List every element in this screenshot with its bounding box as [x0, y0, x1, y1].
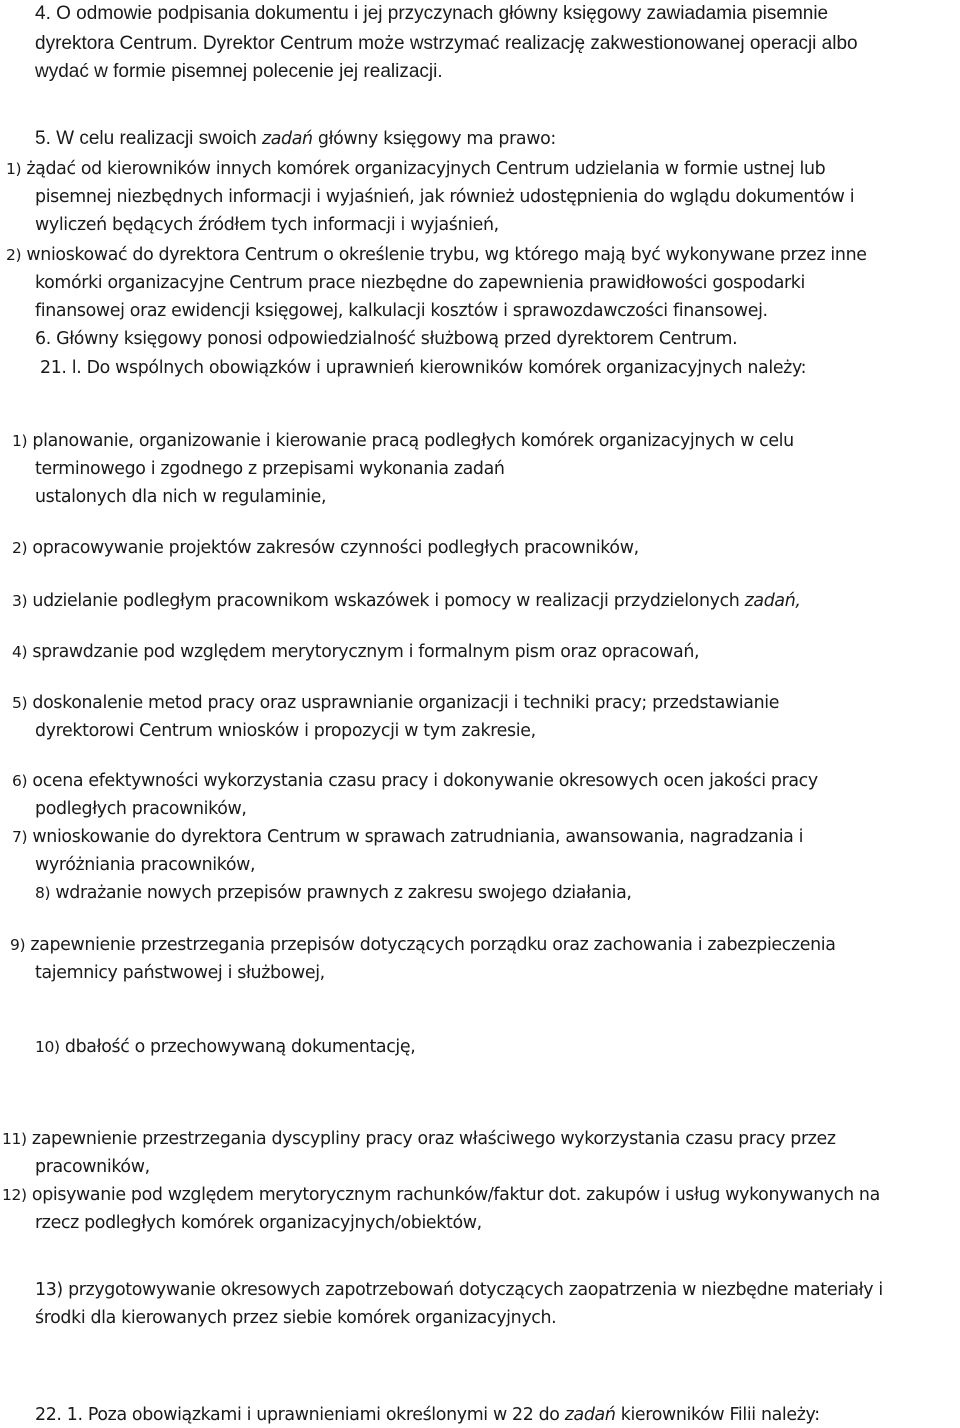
para4-line1: 4. O odmowie podpisania dokumentu i jej przyczynach główny księgowy zawiadamia pisemnie — [35, 3, 829, 24]
section21-item5-line1 — [12, 692, 779, 714]
section21-item1-line3: ustalonych dla nich w regulaminie, — [35, 487, 327, 507]
section21-item9-text: zapewnienie przestrzegania przepisów dotyczących porządku oraz zachowania i zabezpieczenia — [30, 935, 836, 955]
para5-lead-italic: zadań — [261, 129, 313, 149]
para5-item1-number: 1) — [6, 160, 22, 178]
section21-item1-number: 1) — [12, 432, 28, 450]
section21-item4-text: sprawdzanie pod względem merytorycznym i formalnym pism oraz opracowań, — [32, 642, 700, 662]
section21-item2-text: opracowywanie projektów zakresów czynności podległych pracowników, — [32, 538, 639, 558]
para5-item2-line3: finansowej oraz ewidencji księgowej, kalkulacji kosztów i sprawozdawczości finansowej. — [35, 301, 768, 321]
section21-item12-line1 — [2, 1184, 880, 1206]
section21-item13-text: przygotowywanie okresowych zapotrzebowań dotyczących zaopatrzenia w niezbędne materiały i — [68, 1280, 883, 1300]
section21-item11-line2: pracowników, — [35, 1157, 150, 1177]
section21-text: Do wspólnych obowiązków i uprawnień kierowników komórek organizacyjnych należy: — [86, 358, 807, 378]
section21-item1-line2: terminowego i zgodnego z przepisami wykonania zadań — [35, 459, 505, 479]
para5-item2-text: wnioskować do dyrektora Centrum o określenie trybu, wg którego mają być wykonywane przez inne — [26, 245, 867, 265]
section21-item13-line2: środki dla kierowanych przez siebie komórek organizacyjnych. — [35, 1308, 557, 1328]
section21-item2-number: 2) — [12, 539, 28, 557]
section21-heading — [40, 357, 806, 379]
section21-item8-text: wdrażanie nowych przepisów prawnych z zakresu swojego działania, — [55, 883, 632, 903]
section21-item7-number: 7) — [12, 828, 28, 846]
section21-item13-line1 — [35, 1279, 883, 1301]
section21-item10-number: 10) — [35, 1038, 60, 1056]
section21-item9-line2: tajemnicy państwowej i służbowej, — [35, 963, 325, 983]
para5-item2-line1 — [6, 244, 867, 266]
para5-item1-text: żądać od kierowników innych komórek organizacyjnych Centrum udzielania w formie ustnej lub — [26, 159, 826, 179]
para6-number: 6. — [35, 329, 51, 349]
section21-item11-line1 — [2, 1128, 836, 1150]
section21-item13-number: 13) — [35, 1280, 63, 1300]
para6 — [35, 328, 737, 350]
section21-item4 — [12, 641, 699, 663]
section21-item7-text: wnioskowanie do dyrektora Centrum w sprawach zatrudniania, awansowania, nagradzania i — [32, 827, 804, 847]
section22-italic: zadań — [564, 1405, 616, 1425]
para5-item1-line3: wyliczeń będących źródłem tych informacji i wyjaśnień, — [35, 215, 499, 235]
para4-line3: wydać w formie pisemnej polecenie jej realizacji. — [35, 61, 443, 82]
section21-item5-line2: dyrektorowi Centrum wniosków i propozycji w tym zakresie, — [35, 721, 536, 741]
para5-item2-line2: komórki organizacyjne Centrum prace niezbędne do zapewnienia prawidłowości gospodarki — [35, 273, 805, 293]
section21-item9-line1 — [10, 934, 836, 956]
section21-item6-number: 6) — [12, 772, 28, 790]
section21-item11-number: 11) — [2, 1130, 27, 1148]
section21-item7-line2: wyróżniania pracowników, — [35, 855, 256, 875]
section21-item12-line2: rzecz podległych komórek organizacyjnych/obiektów, — [35, 1213, 482, 1233]
section21-item6-line2: podległych pracowników, — [35, 799, 247, 819]
para5-lead-tail: główny księgowy ma prawo: — [317, 129, 556, 149]
para5-item1-line1 — [6, 158, 825, 180]
section21-item3-text: udzielanie podległym pracownikom wskazówek i pomocy w realizacji przydzielonych — [32, 591, 740, 611]
para6-text: Główny księgowy ponosi odpowiedzialność służbową przed dyrektorem Centrum. — [56, 329, 738, 349]
section21-item5-text: doskonalenie metod pracy oraz usprawnianie organizacji i techniki pracy; przedstawianie — [32, 693, 780, 713]
section21-number: 21. l. — [40, 358, 82, 378]
section21-item6-text: ocena efektywności wykorzystania czasu pracy i dokonywanie okresowych ocen jakości pracy — [32, 771, 818, 791]
para5-item1-line2: pisemnej niezbędnych informacji i wyjaśnień, jak również udostępnienia do wglądu dokumentów i — [35, 187, 855, 207]
para5-item2-number: 2) — [6, 246, 22, 264]
section22-lead: 22. 1. Poza obowiązkami i uprawnieniami określonymi w 22 do — [35, 1405, 560, 1425]
section21-item1-line1 — [12, 430, 794, 452]
section21-item9-number: 9) — [10, 936, 26, 954]
section21-item10-text: dbałość o przechowywaną dokumentację, — [64, 1037, 416, 1057]
section21-item3-number: 3) — [12, 592, 28, 610]
section21-item10 — [35, 1036, 415, 1058]
section21-item5-number: 5) — [12, 694, 28, 712]
para4-line2: dyrektora Centrum. Dyrektor Centrum może wstrzymać realizację zakwestionowanej operacji albo — [35, 33, 858, 54]
section21-item8 — [35, 882, 632, 904]
section21-item1-text: planowanie, organizowanie i kierowanie pracą podległych komórek organizacyjnych w celu — [32, 431, 794, 451]
section21-item6-line1 — [12, 770, 818, 792]
section22-tail: kierowników Filii należy: — [620, 1405, 820, 1425]
section21-item2 — [12, 537, 639, 559]
para5-lead — [35, 128, 556, 150]
section21-item12-number: 12) — [2, 1186, 27, 1204]
section21-item3-italic: zadań, — [744, 591, 801, 611]
para5-lead-text: 5. W celu realizacji swoich — [35, 128, 257, 149]
section22-heading — [35, 1404, 820, 1426]
section21-item4-number: 4) — [12, 643, 28, 661]
section21-item12-text: opisywanie pod względem merytorycznym rachunków/faktur dot. zakupów i usług wykonywanych na — [31, 1185, 880, 1205]
section21-item7-line1 — [12, 826, 803, 848]
section21-item8-number: 8) — [35, 884, 51, 902]
section21-item11-text: zapewnienie przestrzegania dyscypliny pracy oraz właściwego wykorzystania czasu pracy przez — [31, 1129, 836, 1149]
section21-item3 — [12, 590, 801, 612]
